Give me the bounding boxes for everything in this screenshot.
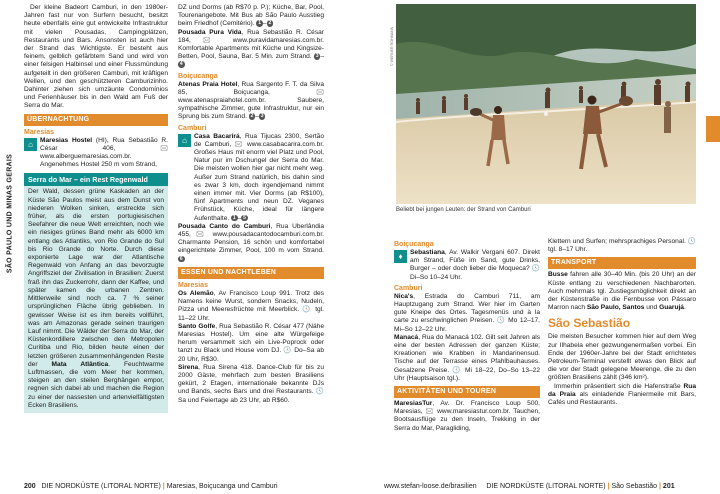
pura-vida-entry: Pousada Pura Vida, Rua Sebastião R. César 184, 🖂 www.puravidamaresias.com.br. Komfortable Apartments mit Küche und Kingsize-Betten, Pool, Sauna, Bar. 5 Min. zum Strand. 3 –4 <box>178 28 324 68</box>
regenwald-text-end: . Feuchtwarme Luftmassen, die vom Meer her kommen, steigen an den steilen Berghängen empor, regnen sich dabei ab und machen die Region zu einer der nassesten und artenvielfältigsten Ecken Brasiliens. <box>28 360 164 409</box>
side-label: SÃO PAULO UND MINAS GERAIS <box>6 153 14 274</box>
map-number-icon: 3 <box>260 113 264 120</box>
footer-url: www.stefan-loose.de/brasilien <box>384 483 477 490</box>
footer-chapter: DIE NORDKÜSTE (LITORAL NORTE) <box>41 483 161 490</box>
busse-entry: Busse fahren alle 30–40 Min. (bis 20 Uhr) an der Küste entlang zu verschiedenen Nachbarorten. Auch mehrmals tgl. Zustiegsmöglichkeit direkt an der Küstenstraße in die Fernbusse von Pássaro Marron nach São Paulo, Santos und Guarujá. <box>548 271 696 312</box>
atenas-name: Atenas Praia Hotel <box>178 80 238 88</box>
pictogram-icon: ⌂ <box>24 138 37 151</box>
sebastiao-paragraph-2: Immerhin präsentiert sich die Hafenstraße Rua da Praia als einladende Flaniermeile mit Bars, Cafés und Restaurants. <box>548 382 696 407</box>
left-column-1 <box>24 4 168 415</box>
pictogram-icon: ⌂ <box>178 134 191 147</box>
left-footer: 200 DIE NORDKÜSTE (LITORAL NORTE) | Maresias, Boiçucanga und Camburi <box>24 483 278 490</box>
hostel-name: Maresias Hostel <box>40 136 93 144</box>
dorms-text: DZ und Dorms (ab R$70 p. P.); Küche, Bar, Pool, Tourenangebote. Mit Bus ab São Paulo Ausstieg beim Friedhof (Cemitério). 1 – 2 <box>178 4 324 28</box>
klettern-text: Klettern und Surfen; mehrsprachiges Personal. 🕓 tgl. 8–17 Uhr. <box>548 238 696 254</box>
photo-caption: Beliebt bei jungen Leuten: der Strand von Camburi <box>396 207 531 213</box>
beach-photo-image <box>396 4 696 204</box>
right-footer: www.stefan-loose.de/brasilien DIE NORDKÜSTE (LITORAL NORTE) | São Sebastião | 201 <box>384 483 675 490</box>
intro-paragraph: Der kleine Badeort Camburi, in den 1980er-Jahren fast nur von Surfern besucht, besitzt heute ebenfalls eine gut entwickelte Infrastruktur mit vielen Pousadas, Campingplätzen, Restaurants und Bars. Ansonsten ist auch hier der Strand das Wichtigste. Er besteht aus feinem, gelblich gefärbtem Sand und wird von einer felsigen Halbinsel und einer Flussmündung aufgeteilt in den größeren Camburi, mit kräftigen Wellen, und den geschützteren Camburizinho. Dahinter ziehen sich umzäunte Condomínios und Ferienhäuser bis in den Wald am Fuß der Serra do Mar. <box>24 4 168 110</box>
map-number-icon: 5 <box>243 214 246 221</box>
photo-credit: © WERNER ROHMANN <box>390 26 394 66</box>
pousada-canto-entry: Pousada Canto do Camburi, Rua Uberlândia 455, 🖂 www.pousadacantodocamburi.com.br. Charmante Pension, 16 schön und komfortabel eingerichtete Zimmer, Pool, 100 m vom Strand. 6 <box>178 222 325 262</box>
alemao-entry: Os Alemão, Av Francisco Loup 991. Trotz des Namens keine Wurst, sondern Snacks, Nudeln, Pizza und Meeresfrüchte mit Meerblick. 🕓 tgl. 11–22 Uhr. <box>178 289 324 322</box>
map-number-icon: 1 <box>232 214 236 221</box>
thumb-tab <box>706 116 720 142</box>
section-title: São Sebastião <box>548 316 631 331</box>
sirena-entry: Sirena, Rua Sirena 418. Dance-Club für bis zu 2000 Gäste, mehrfach zum besten Brasiliens gekürt, 2 Etagen, internationale bekannte DJs und Bands, sechs Bars und drei Restaurants. 🕓 Sa und Feiertage ab 23 Uhr, ab R$60. <box>178 363 324 404</box>
map-number-icon: 6 <box>179 255 183 262</box>
right-column-2 <box>548 238 696 407</box>
regenwald-text: Der Wald, dessen grüne Kaskaden an der Küste São Paulos meist aus dem Dunst von niederen Wolken sinken, erstreckte sich früher, als die ersten portugiesischen Seefahrer die neue Welt erreichten, noch wie ein riesiges grünes Band mehr als 6000 km entlang des Atlantiks, von Rio Grande do Sul bis Rio Grande do Norte. Durch diese exponierte Lage war der Atlantische Regenwald von Anfang an das bevorzugte Angriffsziel der Zivilisation in Brasilien: Zuerst fraß ihn das Zuckerrohr, dann der Kaffee, und später kamen die urbanen Zentren. Mittlerweile sind noch ca. 7 % seiner ursprünglichen Fläche übrig geblieben. In gewisser Weise ist es ihm bereits vollführt, was am Amazonas gerade seinen traurigen Lauf nimmt. Die Wälder der Serra do Mar, der Küstenkordillere zwischen den Metropolen Curitiba und Rio, bilden heute einen der letzten größeren zusammenhängenden Reste der <box>28 188 164 368</box>
map-number-icon: 2 <box>268 20 272 27</box>
maresias-subheading-2: Maresias <box>178 281 208 289</box>
golfe-entry: Santo Golfe, Rua Sebastião R. César 477 (Nähe Maresias Hostel). Um eine alte Würgefeige herum versammelt sich ein Live-Poprock oder tanzt zu Black und House vom DJ. 🕓 Do–Sa ab 20 Uhr, R$30. <box>178 322 325 363</box>
footer-section-right: São Sebastião <box>611 483 658 490</box>
transport-heading: TRANSPORT <box>548 257 696 269</box>
pictogram-icon: ♦ <box>394 250 407 263</box>
map-number-icon: 4 <box>179 61 183 68</box>
right-page <box>360 0 720 494</box>
regenwald-box-heading: Serra do Mar – ein Rest Regenwald <box>24 173 168 186</box>
essen-heading: ESSEN UND NACHTLEBEN <box>178 267 324 279</box>
mata-atlantica: Mata Atlântica <box>51 360 109 368</box>
camburi-subheading-right: Camburi <box>394 284 423 292</box>
overnight-heading: ÜBERNACHTUNG <box>24 114 168 126</box>
bacarira-entry: ⌂ Casa Bacarirá, Rua Tijucas 2300, Sertão de Camburi, 🖂 www.casabacarira.com.br. Großes Haus mit enorm viel Platz und Pool, Natur pur im Dschungel der Serra do Mar. Die meisten wollen hier gar nicht mehr weg. Außer zum Strand natürlich, bis dahin sind es zwar 3 km, doch irgendjemand nimmt einen immer mit. Vier Dorms (ab R$100), fünf Apartments und neun DZ. Veganes Frühstück, Küche, ideal für längere Aufenthalte. 1 – 5 <box>178 133 324 223</box>
camburi-subheading: Camburi <box>178 124 207 132</box>
nicas-entry: Nica's, Estrada do Camburi 711, am Hauptzugang zum Strand. Wer hier im Garten gute Kneipe des Ortes. Tagesmenüs und à la carte zu erschwinglichen Preisen. 🕓 Mo 12–17, Mi–So 12–22 Uhr. <box>394 292 540 333</box>
hostel-entry <box>24 137 168 170</box>
sebastiana-name: Sebastiana <box>410 249 445 256</box>
footer-chapter-right: DIE NORDKÜSTE (LITORAL NORTE) <box>486 483 606 490</box>
beach-photo <box>396 4 696 204</box>
map-number-icon: 1 <box>258 20 262 27</box>
maresiastur-entry: MaresiasTur, Av. Dr. Francisco Loup 500, Maresias, 🖂 www.maresiastur.com.br. Tauchen, Bootsausflüge zu den Inseln, Trekking in der Serra do Mar, Paragliding, <box>394 400 540 432</box>
sebastiana-entry: ♦ Sebastiana, Av. Walkir Vergani 607. Direkt am Strand, Füße im Sand, gute Drinks, Burger – oder doch lieber die Moqueca? 🕓 Di–So 10–24 Uhr. <box>394 249 540 282</box>
pura-vida-name: Pousada Pura Vida <box>178 28 242 36</box>
manaca-entry: Manacá, Rua do Manacá 102. Gilt seit Jahren als eine der besten Adressen der ganzen Küste; Kreationen wie Krabben in Mandarinensud. Tische auf der Terrasse eines Pfahlbauhauses. Gesalzene Preise. 🕓 Mi 18–22, Do–So 13–22 Uhr (Hauptsaison tgl.). <box>394 333 540 382</box>
footer-section: Maresias, Boiçucanga und Camburi <box>166 483 278 490</box>
left-column-2 <box>178 4 324 405</box>
regenwald-box <box>24 186 168 412</box>
right-column-1 <box>394 238 540 433</box>
page-number-right: 201 <box>662 483 675 490</box>
maresias-subheading: Maresias <box>24 128 54 136</box>
map-number-icon: 3 <box>315 53 319 60</box>
map-number-icon: 2 <box>250 113 254 120</box>
hostel-text: (HI), Rua Sebastião R. César 406, 🖂 www.alberguemaresias.com.br. Angenehmes Hostel 250 m vom Strand, <box>40 136 168 169</box>
boicucanga-subheading-right: Boiçucanga <box>394 241 434 248</box>
aktivitaeten-heading: AKTIVITÄTEN UND TOUREN <box>394 386 540 398</box>
sebastiao-paragraph-1: Die meisten Besucher kommen hier auf dem Weg zur Ilhabela eher gezwungenermaßen vorbei. Ein Ende der 1960er-Jahre bei der Stadt errichtetes Petroleum-Terminal verstellt etwas den Blick auf die vor der Stadt gelegene Meerenge, die zu den größten Brasiliens zählt (346 km²). <box>548 333 696 382</box>
page-number: 200 <box>24 483 36 490</box>
boicucanga-subheading: Boiçucanga <box>178 72 218 80</box>
pousada-canto-name: Pousada Canto do Camburi <box>178 222 271 230</box>
atenas-entry: Atenas Praia Hotel, Rua Sargento F. T. da Silva 85, Boiçucanga, 🖂 www.atenaspraiahotel.com.br. Saubere, sympathische Zimmer, gute Infrastruktur, nur ein Sprung bis zum Strand. 2 – 3 <box>178 80 324 121</box>
bacarira-name: Casa Bacarirá <box>194 132 240 140</box>
